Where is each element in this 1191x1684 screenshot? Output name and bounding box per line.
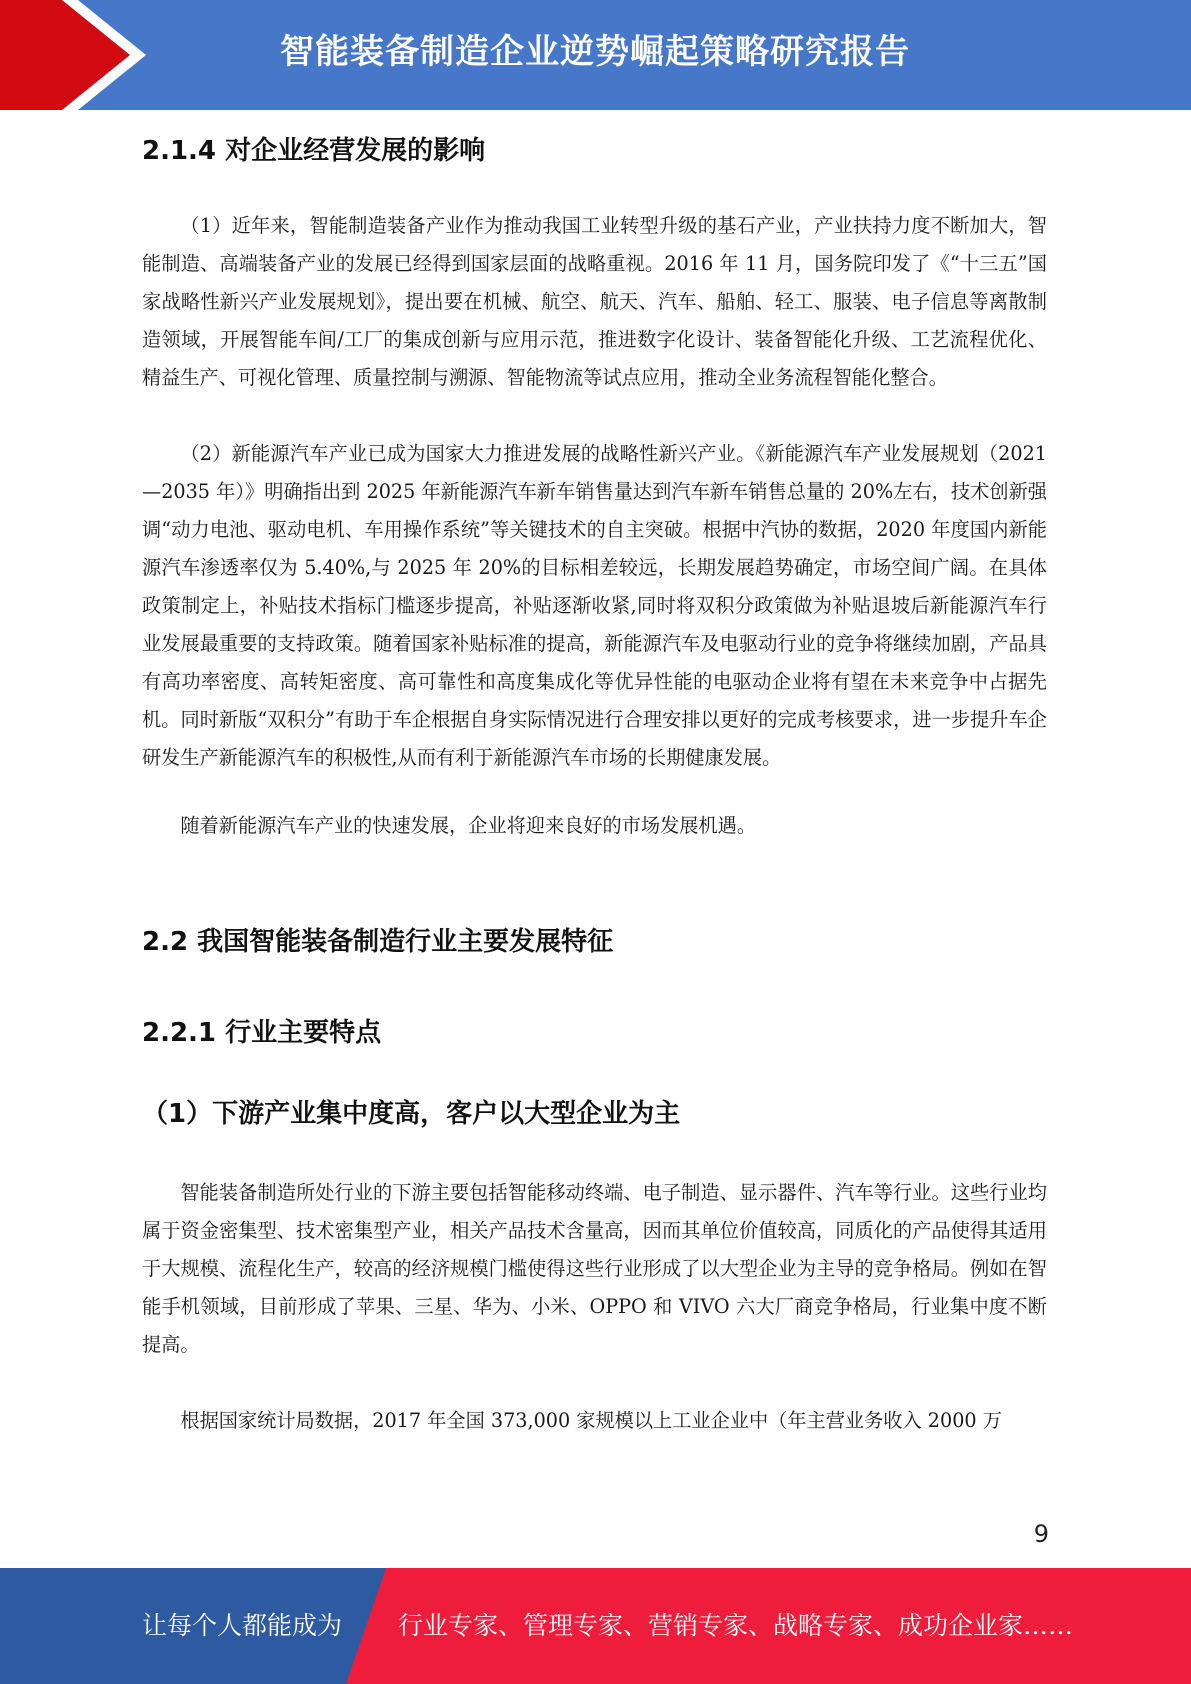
footer-slogan-left: 让每个人都能成为 bbox=[142, 1611, 343, 1640]
page-content bbox=[142, 130, 1047, 1440]
section-heading-2-2-1: 2.2.1 行业主要特点 bbox=[142, 1018, 382, 1048]
section-heading-2-1-4: 2.1.4 对企业经营发展的影响 bbox=[142, 136, 486, 166]
header-arrow-decoration bbox=[0, 0, 170, 110]
section-heading-2-2: 2.2 我国智能装备制造行业主要发展特征 bbox=[142, 927, 614, 957]
subsection-heading-1: （1）下游产业集中度高，客户以大型企业为主 bbox=[142, 1099, 681, 1129]
header-banner bbox=[0, 0, 1191, 110]
header-red-triangle bbox=[0, 0, 130, 110]
report-title: 智能装备制造企业逆势崛起策略研究报告 bbox=[280, 32, 910, 72]
paragraph: 智能装备制造所处行业的下游主要包括智能移动终端、电子制造、显示器件、汽车等行业。这些行业均属于资金密集型、技术密集型产业，相关产品技术含量高，因而其单位价值较高，同质化的产品使得其适用于大规模、流程化生产，较高的经济规模门槛使得这些行业形成了以大型企业为主导的竞争格局。例如在智能手机领域，目前形成了苹果、三星、华为、小米、OPPO 和 VIVO 六大厂商竞争格局，行业集中度不断提高。 bbox=[142, 1181, 1047, 1356]
footer-banner bbox=[0, 1568, 1191, 1684]
paragraph: （2）新能源汽车产业已成为国家大力推进发展的战略性新兴产业。《新能源汽车产业发展规划（2021—2035 年）》明确指出到 2025 年新能源汽车新车销售量达到汽车新车销售总量的 20%左右，技术创新强调“动力电池、驱动电机、车用操作系统”等关键技术的自主突破。根据中汽协的数据，2020 年度国内新能源汽车渗透率仅为 5.40%,与 2025 年 20%的目标相差较远，长期发展趋势确定，市场空间广阔。在具体政策制定上，补贴技术指标门槛逐步提高，补贴逐渐收紧,同时将双积分政策做为补贴退坡后新能源汽车行业发展最重要的支持政策。随着国家补贴标准的提高，新能源汽车及电驱动行业的竞争将继续加剧，产品具有高功率密度、高转矩密度、高可靠性和高度集成化等优异性能的电驱动企业将有望在未来竞争中占据先机。同时新版“双积分”有助于车企根据自身实际情况进行合理安排以更好的完成考核要求，进一步提升车企研发生产新能源汽车的积极性,从而有利于新能源汽车市场的长期健康发展。 bbox=[142, 442, 1047, 769]
page-number: 9 bbox=[1033, 1520, 1049, 1548]
paragraph: （1）近年来，智能制造装备产业作为推动我国工业转型升级的基石产业，产业扶持力度不断加大，智能制造、高端装备产业的发展已经得到国家层面的战略重视。2016 年 11 月，国务院印发了《“十三五”国家战略性新兴产业发展规划》，提出要在机械、航空、航天、汽车、船舶、轻工、服装、电子信息等离散制造领域，开展智能车间/工厂的集成创新与应用示范，推进数字化设计、装备智能化升级、工艺流程优化、精益生产、可视化管理、质量控制与溯源、智能物流等试点应用，推动全业务流程智能化整合。 bbox=[142, 214, 1047, 389]
paragraph: 随着新能源汽车产业的快速发展，企业将迎来良好的市场发展机遇。 bbox=[180, 814, 757, 837]
paragraph: 根据国家统计局数据，2017 年全国 373,000 家规模以上工业企业中（年主营业务收入 2000 万 bbox=[180, 1409, 1002, 1432]
footer-slogan-right: 行业专家、管理专家、营销专家、战略专家、成功企业家…… bbox=[398, 1611, 1074, 1640]
